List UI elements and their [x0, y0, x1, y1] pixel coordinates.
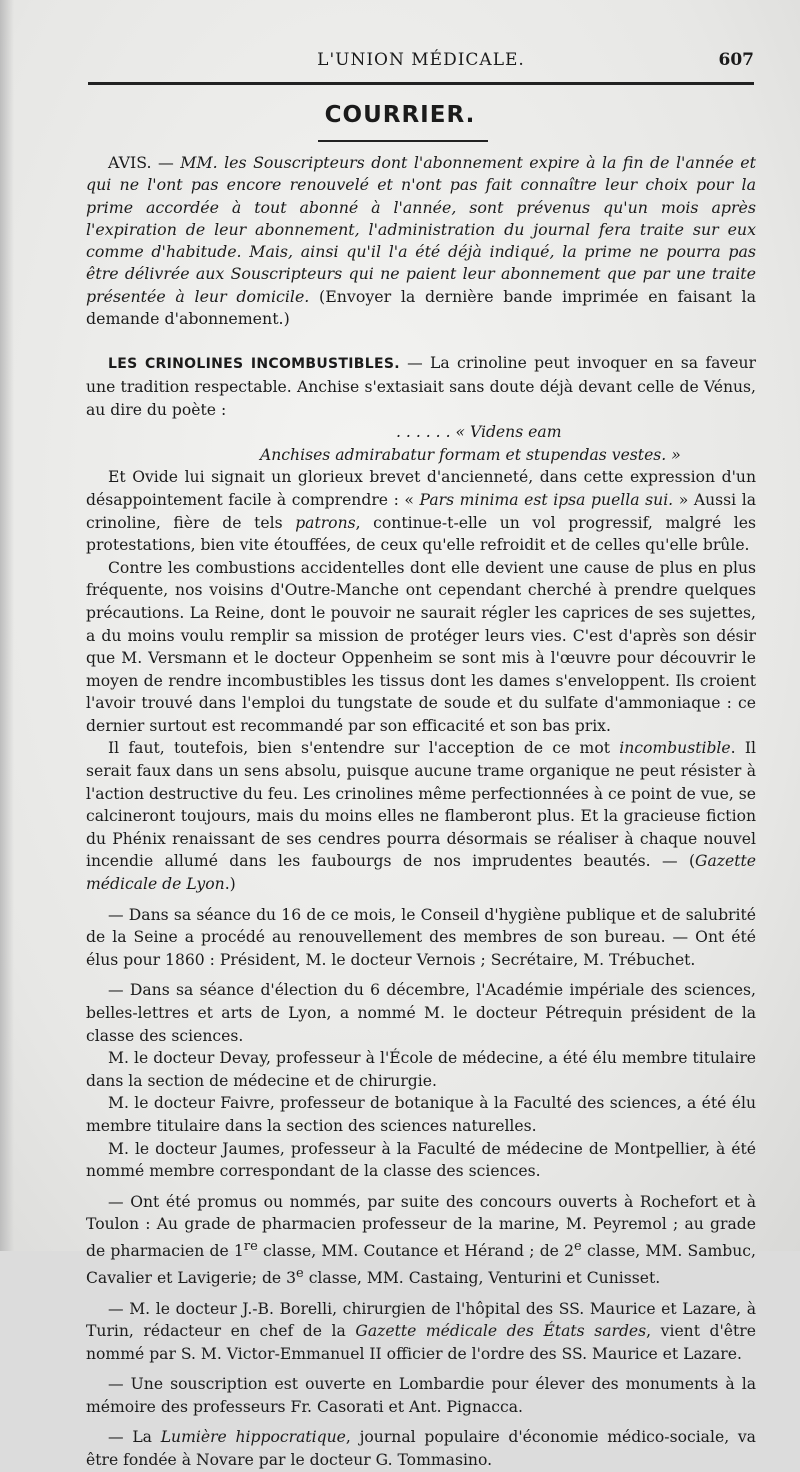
news-item-subscription: — Une souscription est ouverte en Lombardie pour élever des monuments à la mémoire des professeurs Fr. Casorati et Ant. Pignacca. — [86, 1375, 756, 1416]
news-item-devay: M. le docteur Devay, professeur à l'École de médecine, a été élu membre titulaire dans la section de médecine et de chirurgie. — [86, 1049, 756, 1090]
title-rule — [318, 140, 488, 142]
p3-text-a: Il faut, toutefois, bien s'entendre sur l'acception de ce mot — [108, 739, 620, 758]
section-title: COURRIER. — [324, 102, 476, 128]
n6-text-b: classe, MM. Coutance et Hérand ; de 2 — [257, 1242, 575, 1261]
p3-text-c: .) — [224, 875, 236, 894]
p1-text-a: Et Ovide lui signait un glorieux brevet d'ancienneté, dans cette expression d'un désappointement facile à comprendre : « — [86, 468, 756, 509]
article-body — [86, 152, 756, 1472]
n6-text-a: — Ont été promus ou nommés, par suite des concours ouverts à Rochefort et à Toulon : Au grade de pharmacien professeur de la marine, M. Peyremol ; au grade de pharmacien de 1 — [86, 1192, 756, 1261]
verse-line-2: Anchises admirabatur formam et stupendas vestes. » — [260, 445, 681, 464]
page-number: 607 — [718, 50, 754, 70]
crinolines-paragraph-1 — [86, 466, 756, 556]
n7-text-a: — M. le docteur J.-B. Borelli, chirurgien de l'hôpital des SS. Maurice et Lazare, à Turin, rédacteur en chef de la — [86, 1299, 756, 1341]
verse-line-1: . . . . . . « Videns eam — [396, 423, 562, 442]
n6-sup-1: re — [243, 1238, 258, 1254]
news-item-promotions — [86, 1191, 756, 1290]
p1-text-b: » Aussi la crinoline, fière de tels — [86, 490, 756, 532]
notice-lead: AVIS. — — [108, 153, 174, 172]
notice-tail: (Envoyer la dernière bande imprimée en faisant la demande d'abonnement.) — [86, 286, 756, 329]
running-title: L'UNION MÉDICALE. — [317, 50, 525, 70]
crinolines-paragraph-3 — [86, 737, 756, 895]
n6-text-d: classe, MM. Castaing, Venturini et Cunisset. — [303, 1268, 661, 1287]
news-item-lumiere — [86, 1426, 756, 1471]
news-item-jaumes: M. le docteur Jaumes, professeur à la Faculté de médecine de Montpellier, à été nommé membre correspondant de la classe des sciences. — [86, 1139, 756, 1181]
crinolines-intro — [86, 352, 756, 421]
n6-text-c: classe, MM. Sambuc, Cavalier et Lavigerie; de 3 — [86, 1242, 756, 1287]
p3-text-b: . Il serait faux dans un sens absolu, puisque aucune trame organique ne peut résister à l'action destructive du feu. Les crinolines même perfectionnées à ce point de vue, se calcineront toujours, mais du moins elles ne flamberont plus. Et la gracieuse fiction du Phénix renaissant de ses cendres pourra désormais se réaliser à chaque nouvel incendie allumé dans les faubourgs de nos imprudentes beautés. — ( — [86, 739, 756, 871]
n9-journal: Lumière hippocratique — [160, 1428, 346, 1447]
page-header — [88, 50, 754, 76]
news-item-faivre: M. le docteur Faivre, professeur de botanique à la Faculté des sciences, a été élu membre titulaire dans la section des sciences naturelles. — [86, 1094, 756, 1135]
p3-incombustible: incombustible — [619, 739, 731, 758]
p3-source: Gazette médicale de Lyon — [86, 852, 756, 894]
n9-text-a: — La — [108, 1428, 161, 1447]
n6-sup-3: e — [296, 1265, 304, 1281]
n7-journal: Gazette médicale des États sardes — [355, 1322, 647, 1341]
crinolines-heading: LES CRINOLINES INCOMBUSTIBLES. — [108, 356, 400, 373]
header-rule — [88, 82, 754, 85]
crinolines-intro-text: — La crinoline peut invoquer en sa faveur une tradition respectable. Anchise s'extasiait sans doute déjà devant celle de Vénus, au dire du poète : — [86, 354, 756, 419]
n6-sup-2: e — [574, 1238, 582, 1254]
p1-text-c: , continue-t-elle un vol progressif, malgré les protestations, bien vite étouffées, de ceux qu'elle refroidit et de celles qu'elle brûle. — [86, 513, 756, 555]
crinolines-paragraph-2: Contre les combustions accidentelles dont elle devient une cause de plus en plus fréquente, nos voisins d'Outre-Manche ont cependant cherché à prendre quelques précautions. La Reine, dont le pouvoir ne saurait régler les caprices de ses sujettes, a du moins voulu remplir sa mission de protéger leurs vies. C'est d'après son désir que M. Versmann et le docteur Oppenheim se sont mis à l'œuvre pour découvrir le moyen de rendre incombustibles les tissus dont les dames s'enveloppent. Ils croient l'avoir trouvé dans l'emploi du tungstate de soude et du sulfate d'ammoniaque : ce dernier surtout est recommandé par son efficacité et son bas prix. — [86, 558, 756, 735]
n7-text-b: , vient d'être nommé par S. M. Victor-Emmanuel II officier de l'ordre des SS. Maurice et Lazare. — [86, 1322, 756, 1363]
page-edge-shadow — [0, 0, 14, 1251]
n9-text-b: , journal populaire d'économie médico-sociale, va être fondée à Novare par le docteur G. Tommasino. — [86, 1428, 756, 1470]
notice-text: MM. les Souscripteurs dont l'abonnement expire à la fin de l'année et qui ne l'ont pas encore renouvelé et n'ont pas fait connaître leur choix pour la prime accordée à tout abonné à l'année, sont prévenus qu'un mois après l'expiration de leur abonnement, l'administration du journal fera traite sur eux comme d'habitude. Mais, ainsi qu'il l'a été déjà indiqué, la prime ne pourra pas être délivrée aux Souscripteurs qui ne paient leur abonnement que par une traite présentée à leur domicile. — [86, 153, 756, 306]
news-item-borelli — [86, 1298, 756, 1366]
news-item-lyon-academy: — Dans sa séance d'élection du 6 décembre, l'Académie impériale des sciences, belles-lettres et arts de Lyon, a nommé M. le docteur Pétrequin président de la classe des sciences. — [86, 981, 756, 1045]
ovid-quote: Pars minima est ipsa puella sui. — [419, 490, 674, 509]
subscriber-notice — [86, 152, 756, 330]
p1-patrons: patrons — [295, 513, 356, 532]
news-item-hygiene: — Dans sa séance du 16 de ce mois, le Conseil d'hygiène publique et de salubrité de la Seine a procédé au renouvellement des membres de son bureau. — Ont été élus pour 1860 : Président, M. le docteur Vernois ; Secrétaire, M. Trébuchet. — [86, 905, 756, 969]
